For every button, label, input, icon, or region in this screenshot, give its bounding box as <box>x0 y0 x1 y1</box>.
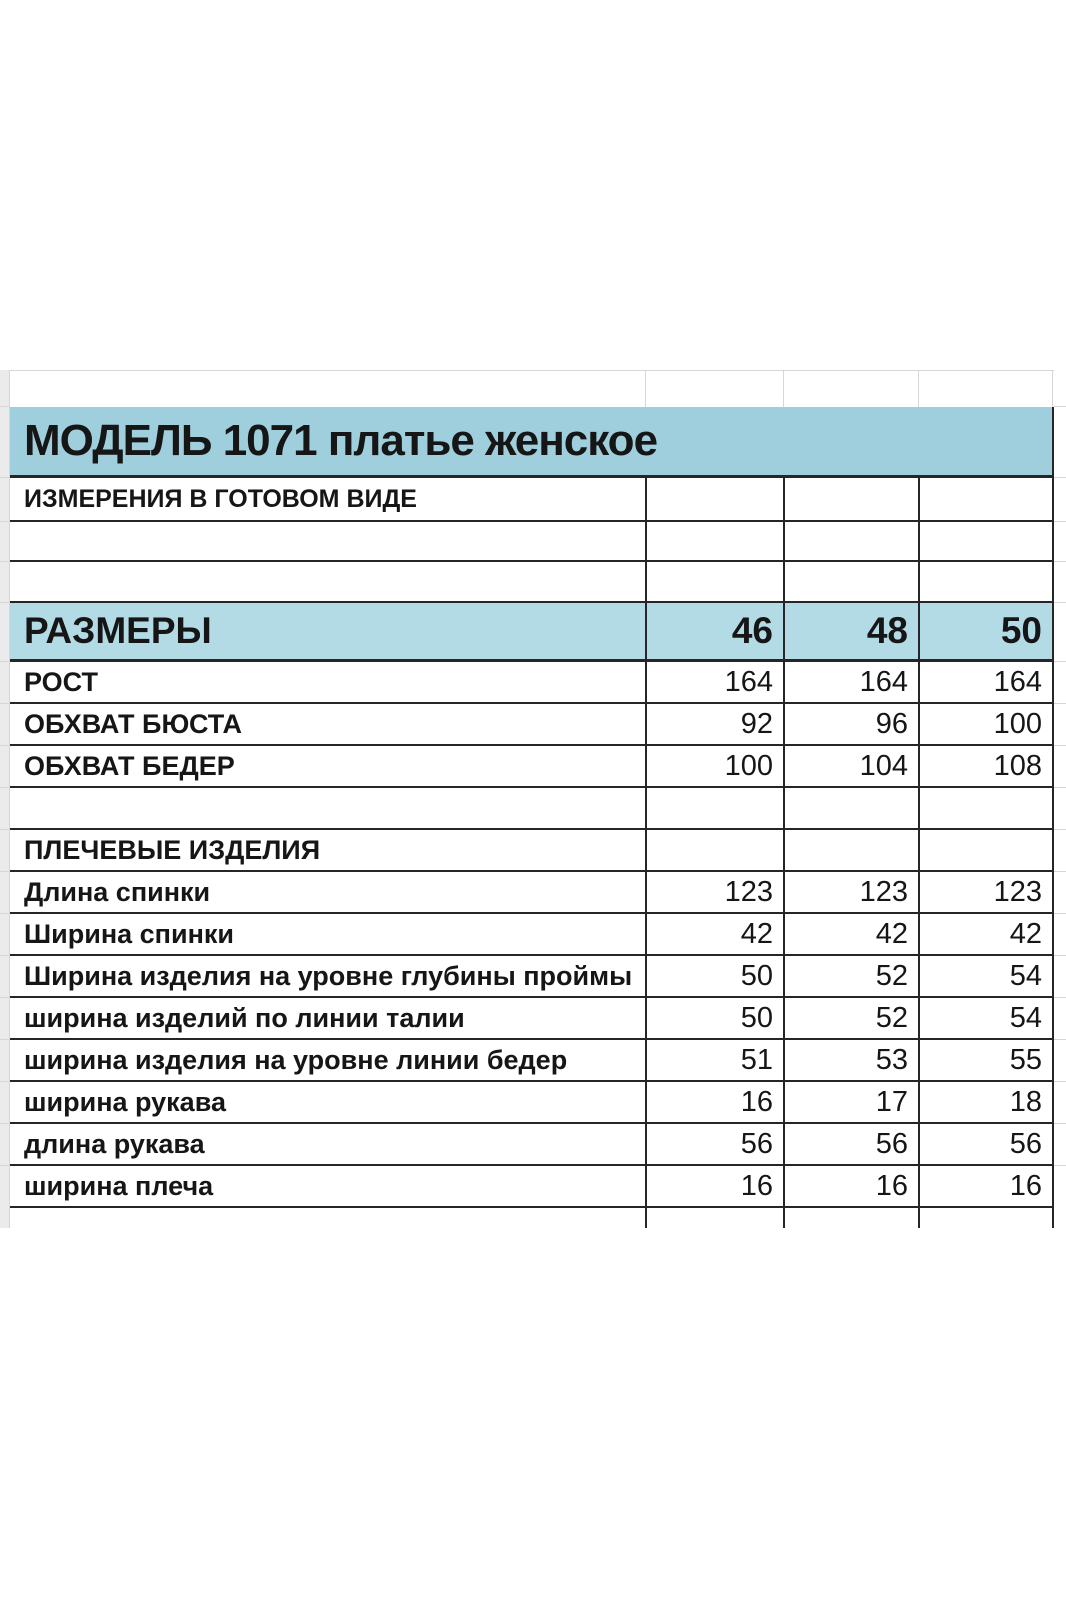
sizes-header-row <box>10 603 1052 662</box>
gridline-segment <box>0 662 9 704</box>
value-cell: 53 <box>783 1040 918 1080</box>
empty-cell <box>783 478 918 520</box>
table-row <box>10 1040 1052 1082</box>
table-row <box>10 956 1052 998</box>
value-cell: 164 <box>918 662 1052 702</box>
gridline-segment <box>1054 788 1066 830</box>
table-row <box>10 662 1052 704</box>
table-row <box>10 1124 1052 1166</box>
value-cell <box>918 788 1052 828</box>
value-cell: 52 <box>783 998 918 1038</box>
row-label: ПЛЕЧЕВЫЕ ИЗДЕЛИЯ <box>24 834 321 865</box>
empty-cell <box>645 522 783 560</box>
value-cell: 55 <box>918 1040 1052 1080</box>
gridline-vertical <box>918 371 919 408</box>
size-column-header: 46 <box>645 603 783 659</box>
empty-cell <box>783 1208 918 1228</box>
value-cell: 16 <box>645 1166 783 1206</box>
size-column-header: 50 <box>918 603 1052 659</box>
gridline-segment <box>1054 562 1066 603</box>
gridline-segment <box>0 914 9 956</box>
size-column-header: 48 <box>783 603 918 659</box>
empty-cell <box>10 562 645 601</box>
value-cell <box>783 788 918 828</box>
empty-cell <box>918 1208 1052 1228</box>
row-label: длина рукава <box>24 1128 205 1159</box>
gridline-segment <box>1054 746 1066 788</box>
row-label: ОБХВАТ БЮСТА <box>24 708 243 739</box>
value-cell <box>645 830 783 870</box>
gridline-segment <box>1054 956 1066 998</box>
row-label: Длина спинки <box>24 876 211 907</box>
row-label: ОБХВАТ БЕДЕР <box>24 750 235 781</box>
value-cell: 123 <box>645 872 783 912</box>
value-cell: 42 <box>918 914 1052 954</box>
row-label: Ширина спинки <box>24 918 234 949</box>
value-cell: 123 <box>918 872 1052 912</box>
gridline-segment <box>0 1166 9 1186</box>
gridline-segment <box>1054 522 1066 562</box>
empty-cell <box>645 478 783 520</box>
value-cell: 100 <box>645 746 783 786</box>
gridline-segment <box>0 603 9 662</box>
table-row <box>10 704 1052 746</box>
value-cell: 164 <box>645 662 783 702</box>
value-cell: 108 <box>918 746 1052 786</box>
value-cell: 104 <box>783 746 918 786</box>
value-cell: 100 <box>918 704 1052 744</box>
gridline-segment <box>1054 1040 1066 1082</box>
gridline-segment <box>1054 998 1066 1040</box>
table-row <box>10 998 1052 1040</box>
gridline-segment <box>0 872 9 914</box>
row-label: ширина рукава <box>24 1086 226 1117</box>
value-cell: 56 <box>783 1124 918 1164</box>
row-label: ширина плеча <box>24 1170 214 1201</box>
gridline-segment <box>0 1124 9 1166</box>
right-gridline-margin <box>1054 370 1066 1228</box>
size-chart-table <box>10 407 1054 1228</box>
value-cell: 164 <box>783 662 918 702</box>
table-row <box>10 1082 1052 1124</box>
value-cell: 42 <box>645 914 783 954</box>
gridline-segment <box>0 478 9 522</box>
value-cell: 123 <box>783 872 918 912</box>
gridline-segment <box>0 562 9 603</box>
empty-row <box>10 562 1052 603</box>
table-row <box>10 872 1052 914</box>
table-subtitle-row <box>10 478 1052 522</box>
empty-cell <box>10 1208 645 1228</box>
empty-cell <box>783 562 918 601</box>
value-cell: 54 <box>918 956 1052 996</box>
table-row <box>10 914 1052 956</box>
leftover-column-strip <box>0 370 10 1228</box>
gridline-vertical <box>645 371 646 408</box>
gridline-segment <box>0 1040 9 1082</box>
row-label: РОСТ <box>24 666 98 697</box>
value-cell: 54 <box>918 998 1052 1038</box>
sheet-gridline-row <box>0 370 1066 408</box>
value-cell: 16 <box>783 1166 918 1206</box>
gridline-vertical <box>1052 371 1053 408</box>
row-label: ширина изделий по линии талии <box>24 1002 465 1033</box>
value-cell: 51 <box>645 1040 783 1080</box>
value-cell: 92 <box>645 704 783 744</box>
gridline-segment <box>0 704 9 746</box>
value-cell: 52 <box>783 956 918 996</box>
row-label: ширина изделия на уровне линии бедер <box>24 1044 568 1075</box>
empty-cell <box>918 562 1052 601</box>
empty-cell <box>10 522 645 560</box>
value-cell: 56 <box>918 1124 1052 1164</box>
row-label: Ширина изделия на уровне глубины проймы <box>24 960 633 991</box>
value-cell: 56 <box>645 1124 783 1164</box>
empty-cell <box>783 522 918 560</box>
value-cell: 96 <box>783 704 918 744</box>
gridline-segment <box>1054 1082 1066 1124</box>
gridline-vertical <box>783 371 784 408</box>
table-title-cell <box>10 407 1052 475</box>
gridline-segment <box>1054 478 1066 522</box>
value-cell: 16 <box>918 1166 1052 1206</box>
table-row <box>10 1166 1052 1208</box>
gridline-segment <box>0 370 9 407</box>
value-cell: 16 <box>645 1082 783 1122</box>
gridline-segment <box>1054 407 1066 478</box>
table-row <box>10 746 1052 788</box>
gridline-segment <box>1054 662 1066 704</box>
value-cell: 17 <box>783 1082 918 1122</box>
table-title-row <box>10 407 1052 478</box>
gridline-segment <box>0 522 9 562</box>
value-cell: 42 <box>783 914 918 954</box>
gridline-segment <box>1054 1124 1066 1166</box>
value-cell: 18 <box>918 1082 1052 1122</box>
partial-bottom-row <box>10 1208 1052 1228</box>
gridline-segment <box>0 830 9 872</box>
gridline-segment <box>0 407 9 478</box>
gridline-segment <box>0 788 9 830</box>
table-row <box>10 830 1052 872</box>
empty-cell <box>645 1208 783 1228</box>
gridline-segment <box>1054 704 1066 746</box>
value-cell: 50 <box>645 998 783 1038</box>
gridline-segment <box>0 746 9 788</box>
empty-cell <box>918 478 1052 520</box>
gridline-segment <box>0 1082 9 1124</box>
empty-cell <box>645 562 783 601</box>
empty-cell <box>918 522 1052 560</box>
value-cell <box>918 830 1052 870</box>
gridline-segment <box>1054 370 1066 407</box>
value-cell <box>783 830 918 870</box>
gridline-segment <box>1054 872 1066 914</box>
empty-row <box>10 522 1052 562</box>
gridline-segment <box>1054 1166 1066 1186</box>
gridline-segment <box>1054 603 1066 662</box>
value-cell: 50 <box>645 956 783 996</box>
gridline-segment <box>1054 830 1066 872</box>
gridline-segment <box>0 998 9 1040</box>
table-row <box>10 788 1052 830</box>
page-title: МОДЕЛЬ 1071 платье женское <box>24 416 658 465</box>
subtitle-cell: ИЗМЕРЕНИЯ В ГОТОВОМ ВИДЕ <box>24 484 417 513</box>
row-label <box>10 788 645 828</box>
gridline-segment <box>0 956 9 998</box>
value-cell <box>645 788 783 828</box>
sizes-header-label: РАЗМЕРЫ <box>24 610 212 651</box>
gridline-segment <box>1054 914 1066 956</box>
